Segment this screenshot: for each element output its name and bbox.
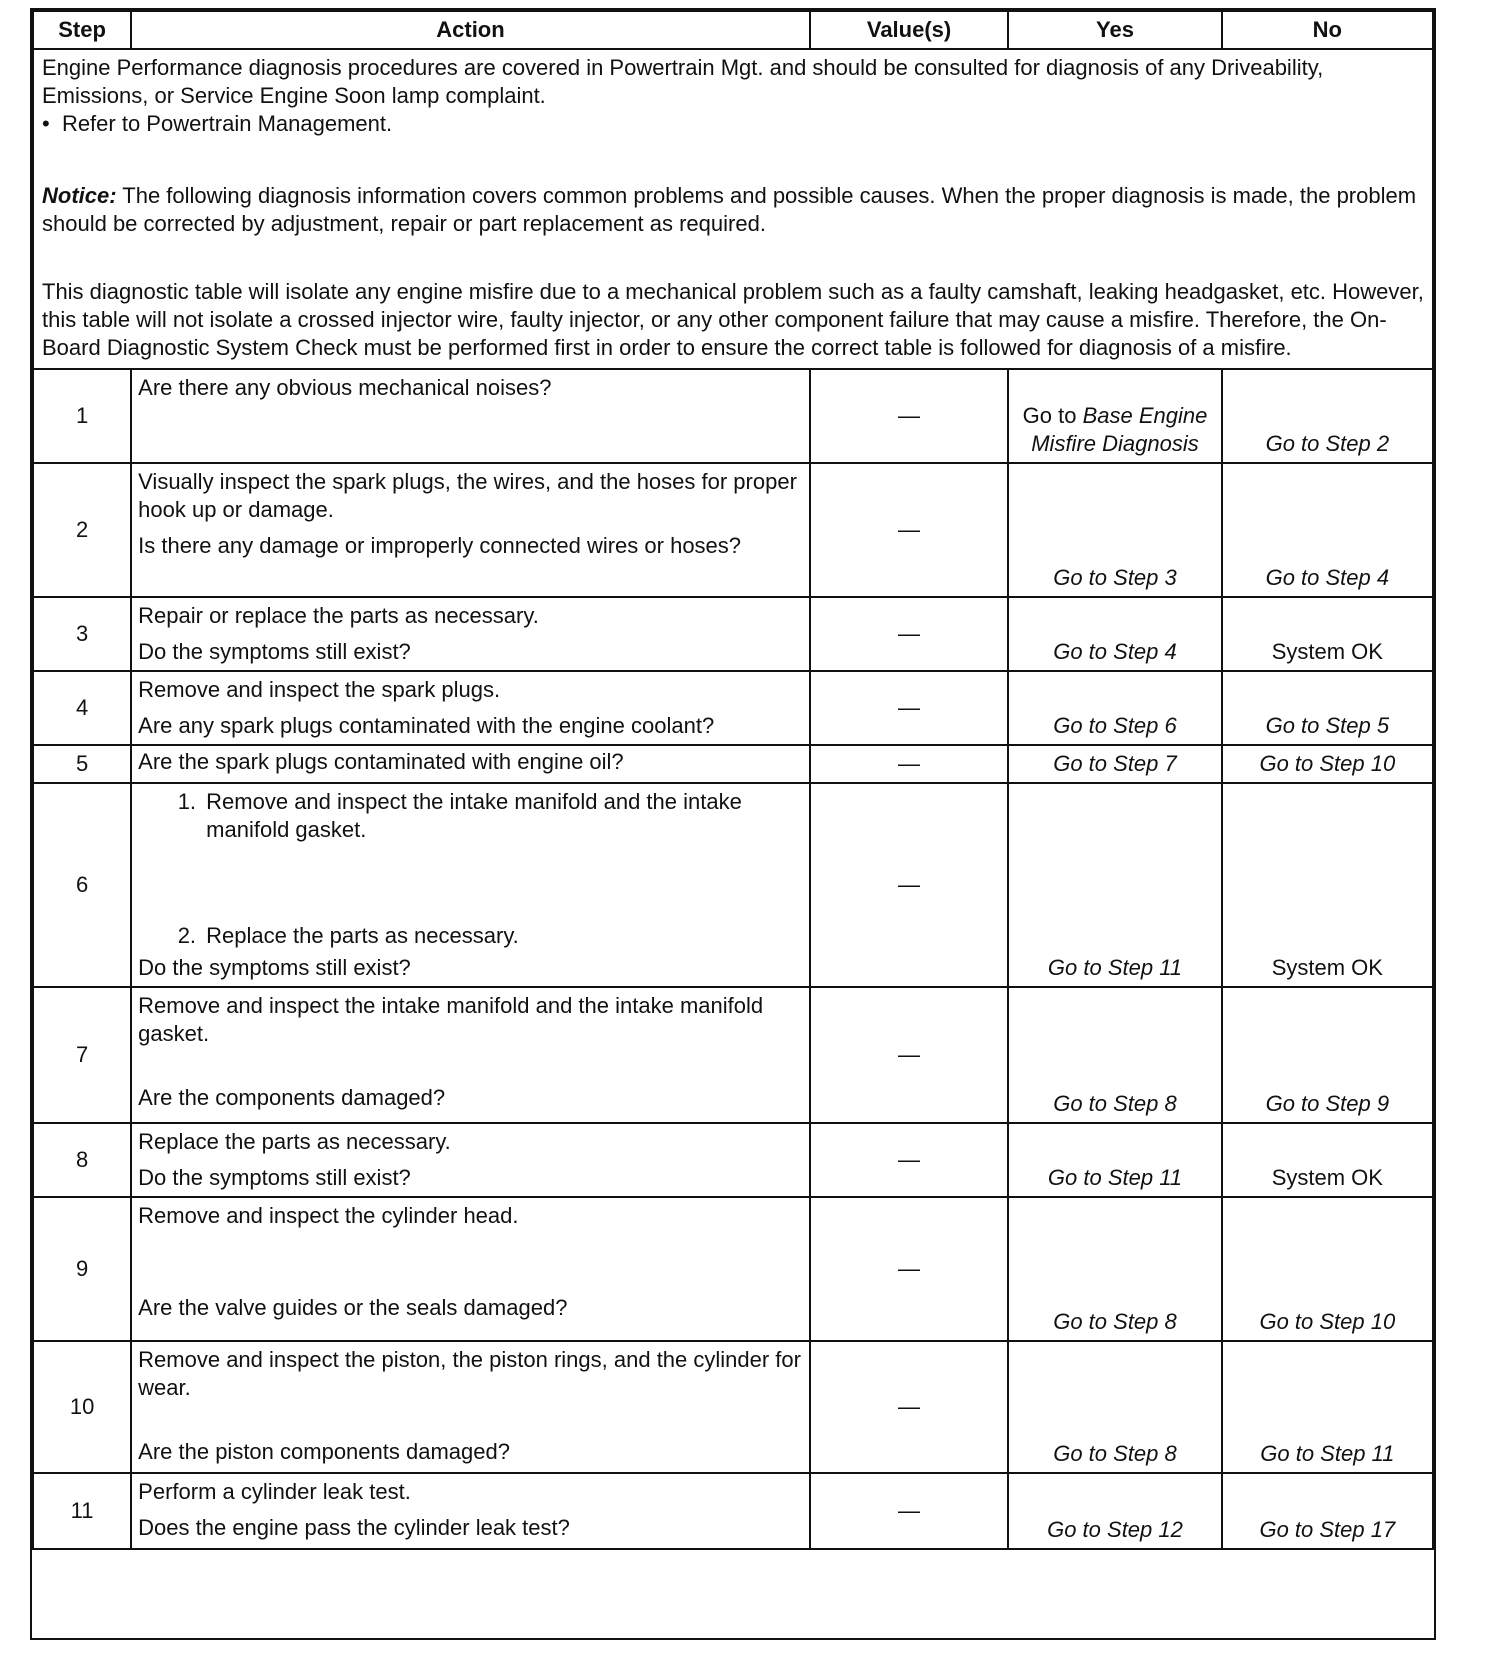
step-number: 9 bbox=[33, 1197, 131, 1341]
step-value: — bbox=[810, 1197, 1008, 1341]
step-value: — bbox=[810, 463, 1008, 597]
step-action bbox=[131, 597, 810, 671]
action-question: Do the symptoms still exist? bbox=[138, 955, 411, 980]
step-yes: Go to Step 8 bbox=[1008, 1341, 1221, 1473]
step-number: 4 bbox=[33, 671, 131, 745]
action-text: Remove and inspect the intake manifold and the intake manifold gasket. bbox=[138, 993, 764, 1046]
action-text: Are the spark plugs contaminated with engine oil? bbox=[138, 749, 624, 774]
action-text: Perform a cylinder leak test. bbox=[138, 1479, 411, 1504]
action-question: Do the symptoms still exist? bbox=[138, 1165, 411, 1190]
step-yes: Go to Step 7 bbox=[1008, 745, 1221, 783]
step-action bbox=[131, 783, 810, 987]
step-yes: Go to Step 11 bbox=[1008, 1123, 1221, 1197]
table-row bbox=[33, 369, 1433, 463]
step-no: System OK bbox=[1222, 783, 1433, 987]
step-no: Go to Step 4 bbox=[1222, 463, 1433, 597]
step-yes: Go to Step 6 bbox=[1008, 671, 1221, 745]
action-text: Remove and inspect the spark plugs. bbox=[138, 677, 501, 702]
step-value: — bbox=[810, 1123, 1008, 1197]
step-no: System OK bbox=[1222, 1123, 1433, 1197]
bullet-text: Refer to Powertrain Management. bbox=[61, 111, 393, 136]
step-value: — bbox=[810, 783, 1008, 987]
intro-paragraph: Engine Performance diagnosis procedures are covered in Powertrain Mgt. and should be consulted for diagnosis of any Driveability, Emissions, or Service Engine Soon lamp complaint. bbox=[42, 55, 1324, 108]
action-text: Remove and inspect the cylinder head. bbox=[138, 1203, 519, 1228]
yes-link: Base Engine Misfire Diagnosis bbox=[1031, 403, 1208, 456]
action-question: Does the engine pass the cylinder leak test? bbox=[138, 1515, 570, 1540]
action-text: Visually inspect the spark plugs, the wires, and the hoses for proper hook up or damage. bbox=[138, 469, 797, 522]
table-row bbox=[33, 1473, 1433, 1549]
step-yes: Go to Step 8 bbox=[1008, 987, 1221, 1123]
step-number: 8 bbox=[33, 1123, 131, 1197]
header-values: Value(s) bbox=[810, 11, 1008, 49]
step-no: Go to Step 9 bbox=[1222, 987, 1433, 1123]
step-value: — bbox=[810, 671, 1008, 745]
step-action bbox=[131, 745, 810, 783]
step-number: 10 bbox=[33, 1341, 131, 1473]
step-no: Go to Step 10 bbox=[1222, 1197, 1433, 1341]
table-row bbox=[33, 1341, 1433, 1473]
step-action bbox=[131, 671, 810, 745]
step-action bbox=[131, 1341, 810, 1473]
table-row bbox=[33, 987, 1433, 1123]
header-no: No bbox=[1222, 11, 1433, 49]
action-text: Replace the parts as necessary. bbox=[138, 1129, 451, 1154]
notice-paragraph bbox=[42, 182, 1424, 238]
step-yes: Go to Step 8 bbox=[1008, 1197, 1221, 1341]
step-yes: Go to Step 12 bbox=[1008, 1473, 1221, 1549]
action-question: Are the valve guides or the seals damaged? bbox=[138, 1295, 568, 1320]
header-action: Action bbox=[131, 11, 810, 49]
action-steps bbox=[138, 788, 803, 950]
action-question: Are any spark plugs contaminated with the engine coolant? bbox=[138, 713, 715, 738]
step-number: 11 bbox=[33, 1473, 131, 1549]
table-row bbox=[33, 1197, 1433, 1341]
step-value: — bbox=[810, 597, 1008, 671]
notice-text: The following diagnosis information covers common problems and possible causes. When the proper diagnosis is made, the problem should be corrected by adjustment, repair or part replacement as required. bbox=[42, 183, 1417, 236]
step-yes bbox=[1008, 369, 1221, 463]
step-value: — bbox=[810, 1341, 1008, 1473]
step-no: Go to Step 10 bbox=[1222, 745, 1433, 783]
step-action bbox=[131, 1123, 810, 1197]
step-no: Go to Step 11 bbox=[1222, 1341, 1433, 1473]
step-value: — bbox=[810, 1473, 1008, 1549]
header-step: Step bbox=[33, 11, 131, 49]
step-action bbox=[131, 463, 810, 597]
step-no: Go to Step 5 bbox=[1222, 671, 1433, 745]
action-question: Are the components damaged? bbox=[138, 1085, 446, 1110]
yes-prefix: Go to bbox=[1022, 403, 1083, 428]
action-text: Remove and inspect the piston, the piston rings, and the cylinder for wear. bbox=[138, 1347, 801, 1400]
action-question: Do the symptoms still exist? bbox=[138, 639, 411, 664]
diagnostic-table-page bbox=[30, 8, 1436, 1640]
action-substep: 1. Remove and inspect the intake manifold and the intake manifold gasket. bbox=[202, 788, 803, 844]
table-row bbox=[33, 463, 1433, 597]
header-row bbox=[33, 11, 1433, 49]
action-substep: 2. Replace the parts as necessary. bbox=[202, 922, 803, 950]
step-number: 5 bbox=[33, 745, 131, 783]
step-yes: Go to Step 3 bbox=[1008, 463, 1221, 597]
step-number: 3 bbox=[33, 597, 131, 671]
step-action bbox=[131, 1197, 810, 1341]
step-number: 1 bbox=[33, 369, 131, 463]
step-value: — bbox=[810, 369, 1008, 463]
intro-cell bbox=[33, 49, 1433, 369]
header-yes: Yes bbox=[1008, 11, 1221, 49]
step-action bbox=[131, 369, 810, 463]
table-description: This diagnostic table will isolate any engine misfire due to a mechanical problem such as a faulty camshaft, leaking headgasket, etc. However, this table will not isolate a crossed injector wire, faulty injector, or any other component failure that may cause a misfire. Therefore, the On-Board Diagnostic System Check must be performed first in order to ensure the correct table is followed for diagnosis of a misfire. bbox=[42, 279, 1424, 360]
action-question: Is there any damage or improperly connected wires or hoses? bbox=[138, 533, 742, 558]
step-no: Go to Step 17 bbox=[1222, 1473, 1433, 1549]
table-row bbox=[33, 745, 1433, 783]
step-no: Go to Step 2 bbox=[1222, 369, 1433, 463]
diagnostic-table bbox=[32, 10, 1434, 1550]
table-row bbox=[33, 597, 1433, 671]
step-number: 7 bbox=[33, 987, 131, 1123]
intro-row bbox=[33, 49, 1433, 369]
action-text: Repair or replace the parts as necessary. bbox=[138, 603, 539, 628]
step-yes: Go to Step 11 bbox=[1008, 783, 1221, 987]
step-no: System OK bbox=[1222, 597, 1433, 671]
table-row bbox=[33, 783, 1433, 987]
step-value: — bbox=[810, 987, 1008, 1123]
action-question: Are the piston components damaged? bbox=[138, 1439, 510, 1464]
step-number: 2 bbox=[33, 463, 131, 597]
step-number: 6 bbox=[33, 783, 131, 987]
step-action bbox=[131, 987, 810, 1123]
table-row bbox=[33, 671, 1433, 745]
intro-bullet: • Refer to Powertrain Management. bbox=[42, 111, 393, 136]
table-row bbox=[33, 1123, 1433, 1197]
notice-label: Notice: bbox=[42, 183, 117, 208]
action-text: Are there any obvious mechanical noises? bbox=[138, 375, 552, 400]
step-value: — bbox=[810, 745, 1008, 783]
step-yes: Go to Step 4 bbox=[1008, 597, 1221, 671]
step-action bbox=[131, 1473, 810, 1549]
